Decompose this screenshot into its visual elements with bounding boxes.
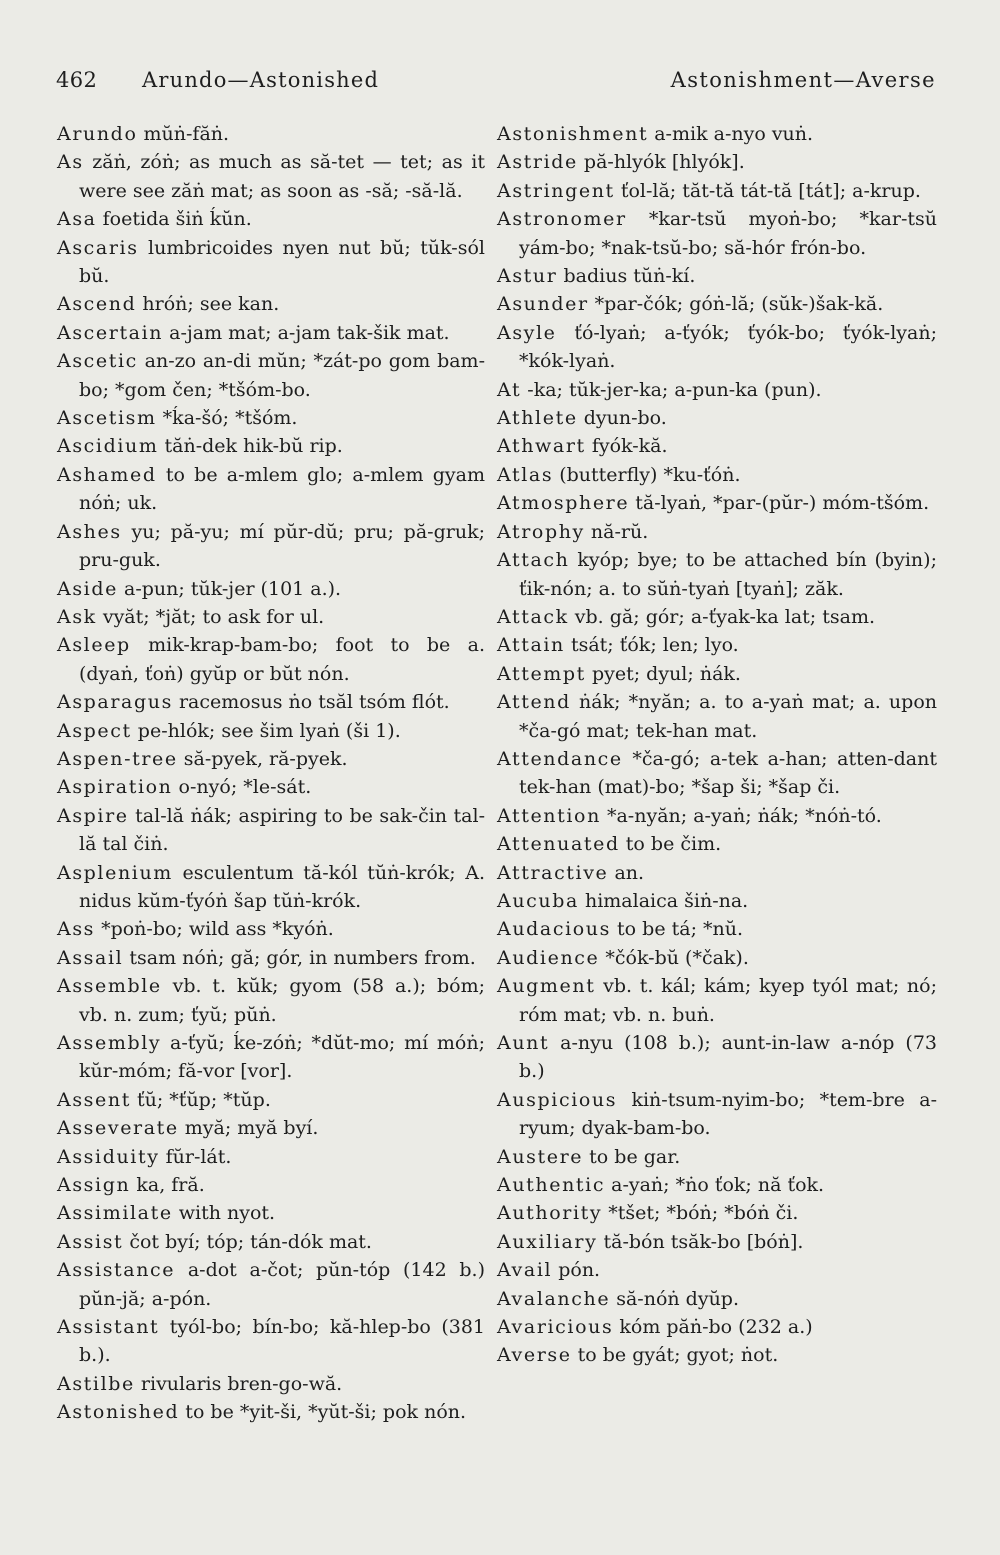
entry-headword: Assembly	[57, 1032, 162, 1054]
dictionary-entry	[497, 1143, 937, 1171]
entry-headword: Asseverate	[57, 1117, 179, 1140]
entry-definition: vb. gă; gór; a-ťyak-ka lat; tsam.	[568, 605, 875, 628]
entry-definition: *ḱa-šó; *tšóm.	[156, 407, 298, 430]
entry-definition: *tšet; *bóṅ; *bóṅ či.	[602, 1202, 799, 1225]
entry-definition: a-jam mat; a-jam tak-šik mat.	[163, 321, 450, 344]
dictionary-entry	[57, 859, 485, 916]
dictionary-entry	[497, 1086, 937, 1143]
dictionary-entry	[497, 1313, 937, 1341]
entry-headword: Astur	[497, 265, 558, 288]
dictionary-entry	[497, 944, 937, 972]
entry-definition: myă; myă byí.	[178, 1117, 319, 1140]
entry-definition: ťŭ; *ťŭp; *tŭp.	[130, 1088, 271, 1111]
entry-headword: Athlete	[497, 407, 578, 430]
dictionary-entry	[497, 432, 937, 460]
dictionary-entry	[497, 802, 937, 830]
entry-definition: *čók-bŭ (*čak).	[599, 946, 749, 969]
dictionary-entry	[497, 546, 937, 603]
entry-definition: to be gyát; gyot; ṅot.	[571, 1344, 779, 1367]
entry-definition: tăṅ-dek hik-bŭ rip.	[158, 435, 343, 458]
entry-headword: Attack	[497, 605, 569, 628]
dictionary-entry	[57, 461, 485, 518]
entry-headword: Assemble	[57, 975, 162, 998]
dictionary-entry	[57, 120, 485, 148]
entry-headword: Assiduity	[57, 1145, 160, 1168]
entry-headword: Arundo	[57, 123, 138, 145]
dictionary-entry	[497, 1171, 937, 1199]
entry-definition: himalaica šiṅ-na.	[578, 889, 749, 912]
entry-definition: *ča-gó; a-tek a-han; atten-dant tek-han (mat)-bo; *šap ši; *šap či.	[519, 747, 937, 799]
dictionary-entry	[497, 177, 937, 205]
dictionary-entry	[57, 1398, 485, 1426]
left-running-head: Arundo—Astonished	[142, 68, 380, 92]
entry-headword: Attention	[497, 804, 601, 827]
entry-headword: Athwart	[497, 435, 586, 458]
dictionary-entry	[497, 518, 937, 546]
entry-definition: pă-hlyók [hlyók].	[577, 151, 745, 174]
page-number: 462	[56, 68, 98, 92]
dictionary-entry	[57, 717, 485, 745]
dictionary-entry	[497, 120, 937, 148]
entry-definition: to be a-mlem glo; a-mlem gyam nóṅ; uk.	[79, 463, 485, 515]
entry-headword: Austere	[497, 1145, 584, 1168]
entry-headword: Ashes	[57, 520, 122, 543]
dictionary-entry	[57, 802, 485, 859]
dictionary-entry	[497, 205, 937, 262]
entry-headword: Augment	[497, 975, 596, 998]
entry-headword: Aunt	[497, 1032, 550, 1054]
dictionary-entry	[497, 915, 937, 943]
entry-headword: Aspiration	[57, 776, 173, 799]
dictionary-entry	[57, 688, 485, 716]
entry-headword: Audacious	[497, 918, 611, 941]
entry-headword: Audience	[497, 946, 600, 969]
dictionary-entry	[57, 319, 485, 347]
dictionary-entry	[497, 972, 937, 1029]
entry-definition: pe-hlók; see šim lyaṅ (ši 1).	[131, 719, 401, 742]
entry-headword: Assimilate	[57, 1202, 173, 1225]
entry-headword: Auspicious	[497, 1088, 618, 1111]
entry-definition: vyăt; *jăt; to ask for ul.	[96, 605, 325, 628]
entry-definition: lumbricoides nyen nut bŭ; tŭk-sól bŭ.	[79, 236, 485, 288]
entry-headword: Astringent	[497, 179, 615, 202]
right-column	[497, 120, 937, 1370]
dictionary-entry	[497, 148, 937, 176]
entry-definition: kyóp; bye; to be attached bín (byin); ťik-nón; a. to sŭṅ-tyaṅ [tyaṅ]; zăk.	[519, 549, 937, 600]
entry-definition: *poṅ-bo; wild ass *kyóṅ.	[95, 918, 334, 941]
dictionary-entry	[497, 631, 937, 659]
dictionary-entry	[497, 1029, 937, 1086]
entry-headword: Assistant	[57, 1316, 160, 1339]
dictionary-entry	[57, 631, 485, 688]
dictionary-entry	[57, 972, 485, 1029]
dictionary-entry	[57, 1029, 485, 1086]
entry-headword: Aspen-tree	[57, 747, 178, 770]
entry-definition: a-mik a-nyo vuṅ.	[648, 123, 814, 145]
entry-definition: vb. t. kŭk; gyom (58 a.); bóm; vb. n. zum; ťyŭ; pŭṅ.	[79, 975, 485, 1026]
dictionary-entry	[57, 603, 485, 631]
entry-definition: pón.	[552, 1259, 601, 1282]
entry-definition: tă-bón tsăk-bo [bóṅ].	[597, 1230, 804, 1253]
entry-definition: *a-nyăn; a-yaṅ; ṅák; *nóṅ-tó.	[600, 804, 882, 827]
dictionary-entry	[57, 745, 485, 773]
entry-headword: Attain	[497, 634, 565, 657]
dictionary-entry	[57, 148, 485, 205]
entry-headword: Atlas	[497, 463, 554, 486]
entry-headword: Ascend	[57, 293, 137, 316]
entry-headword: Asleep	[57, 634, 131, 657]
dictionary-entry	[497, 290, 937, 318]
entry-headword: Aucuba	[497, 889, 579, 912]
entry-headword: At	[497, 378, 522, 401]
entry-definition: to be gar.	[583, 1145, 681, 1168]
dictionary-entry	[497, 489, 937, 517]
right-running-head: Astonishment—Averse	[670, 68, 936, 92]
entry-headword: Aspect	[57, 719, 132, 742]
entry-definition: mik-krap-bam-bo; foot to be a. (dyaṅ, ťoṅ) gyŭp or bŭt nón.	[79, 634, 485, 685]
dictionary-entry	[57, 1114, 485, 1142]
entry-definition: să-pyek, ră-pyek.	[177, 747, 348, 770]
dictionary-entry	[57, 518, 485, 575]
entry-headword: Assistance	[57, 1259, 176, 1282]
entry-definition: čot byí; tóp; tán-dók mat.	[123, 1230, 372, 1253]
entry-headword: Aside	[57, 577, 118, 600]
entry-headword: Asplenium	[57, 861, 173, 884]
dictionary-entry	[57, 1228, 485, 1256]
entry-headword: Avalanche	[497, 1287, 611, 1310]
entry-headword: Ascaris	[57, 236, 139, 259]
entry-definition: rivularis bren-go-wă.	[134, 1372, 343, 1395]
entry-definition: tă-lyaṅ, *par-(pŭr-) móm-tšóm.	[629, 492, 930, 515]
entry-definition: a-ťyŭ; ḱe-zóṅ; *dŭt-mo; mí móṅ; kŭr-móm; fă-vor [vor].	[79, 1032, 485, 1083]
entry-definition: to be *yit-ši, *yŭt-ši; pok nón.	[179, 1401, 467, 1424]
entry-headword: Assail	[57, 946, 124, 969]
entry-definition: kóm păṅ-bo (232 a.)	[613, 1316, 813, 1339]
entry-headword: Avail	[497, 1259, 553, 1282]
entry-headword: Asyle	[497, 321, 557, 344]
dictionary-entry	[497, 1199, 937, 1227]
entry-definition: foetida šiṅ ḱŭn.	[96, 208, 252, 231]
entry-definition: nă-rŭ.	[584, 520, 649, 543]
entry-definition: o-nyó; *le-sát.	[172, 776, 312, 799]
entry-definition: to be čim.	[619, 833, 722, 856]
dictionary-entry	[497, 319, 937, 376]
entry-headword: Assent	[57, 1088, 131, 1111]
dictionary-entry	[57, 1199, 485, 1227]
entry-definition: an.	[608, 861, 645, 884]
entry-definition: dyun-bo.	[577, 407, 667, 430]
dictionary-entry	[57, 205, 485, 233]
dictionary-entry	[497, 404, 937, 432]
entry-headword: Atrophy	[497, 520, 585, 543]
dictionary-entry	[497, 1228, 937, 1256]
entry-definition: ťol-lă; tăt-tă tát-tă [tát]; a-krup.	[614, 179, 921, 202]
dictionary-entry	[497, 688, 937, 745]
entry-headword: Auxiliary	[497, 1230, 598, 1253]
entry-headword: Ask	[57, 605, 97, 628]
dictionary-entry	[497, 745, 937, 802]
entry-headword: Asunder	[497, 293, 589, 316]
entry-headword: Assign	[57, 1174, 131, 1197]
dictionary-entry	[57, 1313, 485, 1370]
entry-headword: Atmosphere	[497, 492, 630, 515]
dictionary-entry	[57, 1086, 485, 1114]
dictionary-entry	[57, 404, 485, 432]
dictionary-entry	[497, 1256, 937, 1284]
dictionary-entry	[497, 262, 937, 290]
entry-definition: tsát; ťók; len; lyo.	[564, 634, 739, 657]
entry-headword: Aspire	[57, 804, 129, 827]
entry-headword: Astronomer	[497, 208, 627, 231]
entry-definition: mŭṅ-făṅ.	[137, 123, 230, 145]
entry-headword: Ascetic	[57, 350, 138, 373]
dictionary-entry	[497, 1341, 937, 1369]
entry-definition: tyól-bo; bín-bo; kă-hlep-bo (381 b.).	[79, 1316, 485, 1367]
entry-headword: Assist	[57, 1230, 124, 1253]
entry-definition: fŭr-lát.	[159, 1145, 232, 1168]
entry-definition: tsam nóṅ; gă; gór, in numbers from.	[123, 946, 476, 969]
entry-headword: Ascetism	[57, 407, 157, 430]
entry-headword: Asparagus	[57, 691, 173, 714]
dictionary-entry	[57, 290, 485, 318]
entry-definition: racemosus ṅo tsăl tsóm flót.	[172, 691, 450, 714]
entry-definition: ka, fră.	[130, 1174, 205, 1197]
entry-headword: Attractive	[497, 861, 609, 884]
entry-definition: -ka; tŭk-jer-ka; a-pun-ka (pun).	[521, 378, 822, 401]
entry-headword: Attenuated	[497, 833, 620, 856]
entry-definition: an-zo an-di mŭn; *zát-po gom bam-bo; *gom čen; *tšóm-bo.	[79, 350, 485, 401]
entry-headword: Attempt	[497, 662, 586, 685]
entry-definition: *kar-tsŭ myoṅ-bo; *kar-tsŭ yám-bo; *nak-tsŭ-bo; să-hór frón-bo.	[519, 208, 937, 259]
left-column	[57, 120, 485, 1427]
entry-headword: Astilbe	[57, 1372, 135, 1395]
entry-definition: (butterfly) *ku-ťóṅ.	[553, 463, 741, 486]
entry-definition: *par-čók; góṅ-lă; (sŭk-)šak-kă.	[588, 293, 884, 316]
entry-definition: a-pun; tŭk-jer (101 a.).	[117, 577, 342, 600]
entry-headword: Authority	[497, 1202, 603, 1225]
entry-headword: Astride	[497, 151, 578, 174]
entry-definition: badius tŭṅ-kí.	[557, 265, 696, 288]
entry-headword: Attach	[497, 549, 570, 572]
entry-headword: Averse	[497, 1344, 572, 1367]
dictionary-entry	[57, 1171, 485, 1199]
dictionary-entry	[57, 575, 485, 603]
dictionary-entry	[57, 1370, 485, 1398]
entry-definition: vb. t. kál; kám; kyep tyól mat; nó; róm mat; vb. n. buṅ.	[519, 975, 937, 1026]
entry-headword: Ass	[57, 918, 96, 941]
entry-definition: esculentum tă-kól tŭṅ-krók; A. nidus kŭm-ťyóṅ šap tŭṅ-krók.	[79, 861, 485, 912]
entry-headword: Asa	[57, 208, 97, 231]
entry-definition: ťó-lyaṅ; a-ťyók; ťyók-bo; ťyók-lyaṅ; *kók-lyaṅ.	[519, 321, 937, 373]
dictionary-entry	[57, 773, 485, 801]
entry-definition: hróṅ; see kan.	[136, 293, 280, 316]
dictionary-entry	[497, 461, 937, 489]
dictionary-entry	[497, 859, 937, 887]
entry-definition: a-yaṅ; *ṅo ťok; nă ťok.	[605, 1174, 825, 1197]
entry-definition: tal-lă ṅák; aspiring to be sak-čin tal-lă tal čiṅ.	[79, 804, 485, 856]
entry-definition: kiṅ-tsum-nyim-bo; *tem-bre a-ryum; dyak-bam-bo.	[519, 1088, 937, 1140]
entry-definition: with nyot.	[172, 1202, 276, 1225]
entry-definition: to be tá; *nŭ.	[611, 918, 744, 941]
entry-headword: Avaricious	[497, 1316, 614, 1339]
entry-definition: ṅák; *nyăn; a. to a-yaṅ mat; a. upon *ča-gó mat; tek-han mat.	[519, 691, 937, 742]
entry-headword: Ascertain	[57, 321, 164, 344]
page-header	[56, 68, 936, 100]
entry-definition: să-nóṅ dyŭp.	[610, 1287, 740, 1310]
dictionary-entry	[497, 1285, 937, 1313]
dictionary-entry	[497, 603, 937, 631]
entry-headword: Astonished	[57, 1401, 180, 1424]
dictionary-entry	[57, 915, 485, 943]
dictionary-entry	[497, 376, 937, 404]
dictionary-entry	[57, 432, 485, 460]
entry-headword: Ashamed	[57, 463, 157, 486]
entry-headword: Authentic	[497, 1174, 606, 1197]
entry-definition: fyók-kă.	[585, 435, 668, 458]
dictionary-entry	[57, 234, 485, 291]
dictionary-entry	[57, 944, 485, 972]
entry-headword: Astonishment	[497, 123, 649, 145]
dictionary-entry	[57, 1143, 485, 1171]
dictionary-entry	[497, 887, 937, 915]
entry-headword: As	[57, 151, 84, 174]
dictionary-entry	[57, 347, 485, 404]
entry-definition: a-nyu (108 b.); aunt-in-law a-nóp (73 b.)	[519, 1032, 937, 1083]
dictionary-entry	[497, 830, 937, 858]
entry-definition: zăṅ, zóṅ; as much as să-tet — tet; as it were see zăṅ mat; as soon as -să; -să-lă.	[79, 151, 485, 202]
entry-headword: Attend	[497, 691, 571, 714]
entry-definition: yu; pă-yu; mí pŭr-dŭ; pru; pă-gruk; pru-guk.	[79, 520, 485, 572]
dictionary-entry	[57, 1256, 485, 1313]
dictionary-entry	[497, 660, 937, 688]
entry-definition: pyet; dyul; ṅák.	[585, 662, 741, 685]
entry-headword: Ascidium	[57, 435, 159, 458]
entry-definition: a-dot a-čot; pŭn-tóp (142 b.) pŭn-jă; a-pón.	[79, 1259, 485, 1310]
entry-headword: Attendance	[497, 747, 623, 770]
